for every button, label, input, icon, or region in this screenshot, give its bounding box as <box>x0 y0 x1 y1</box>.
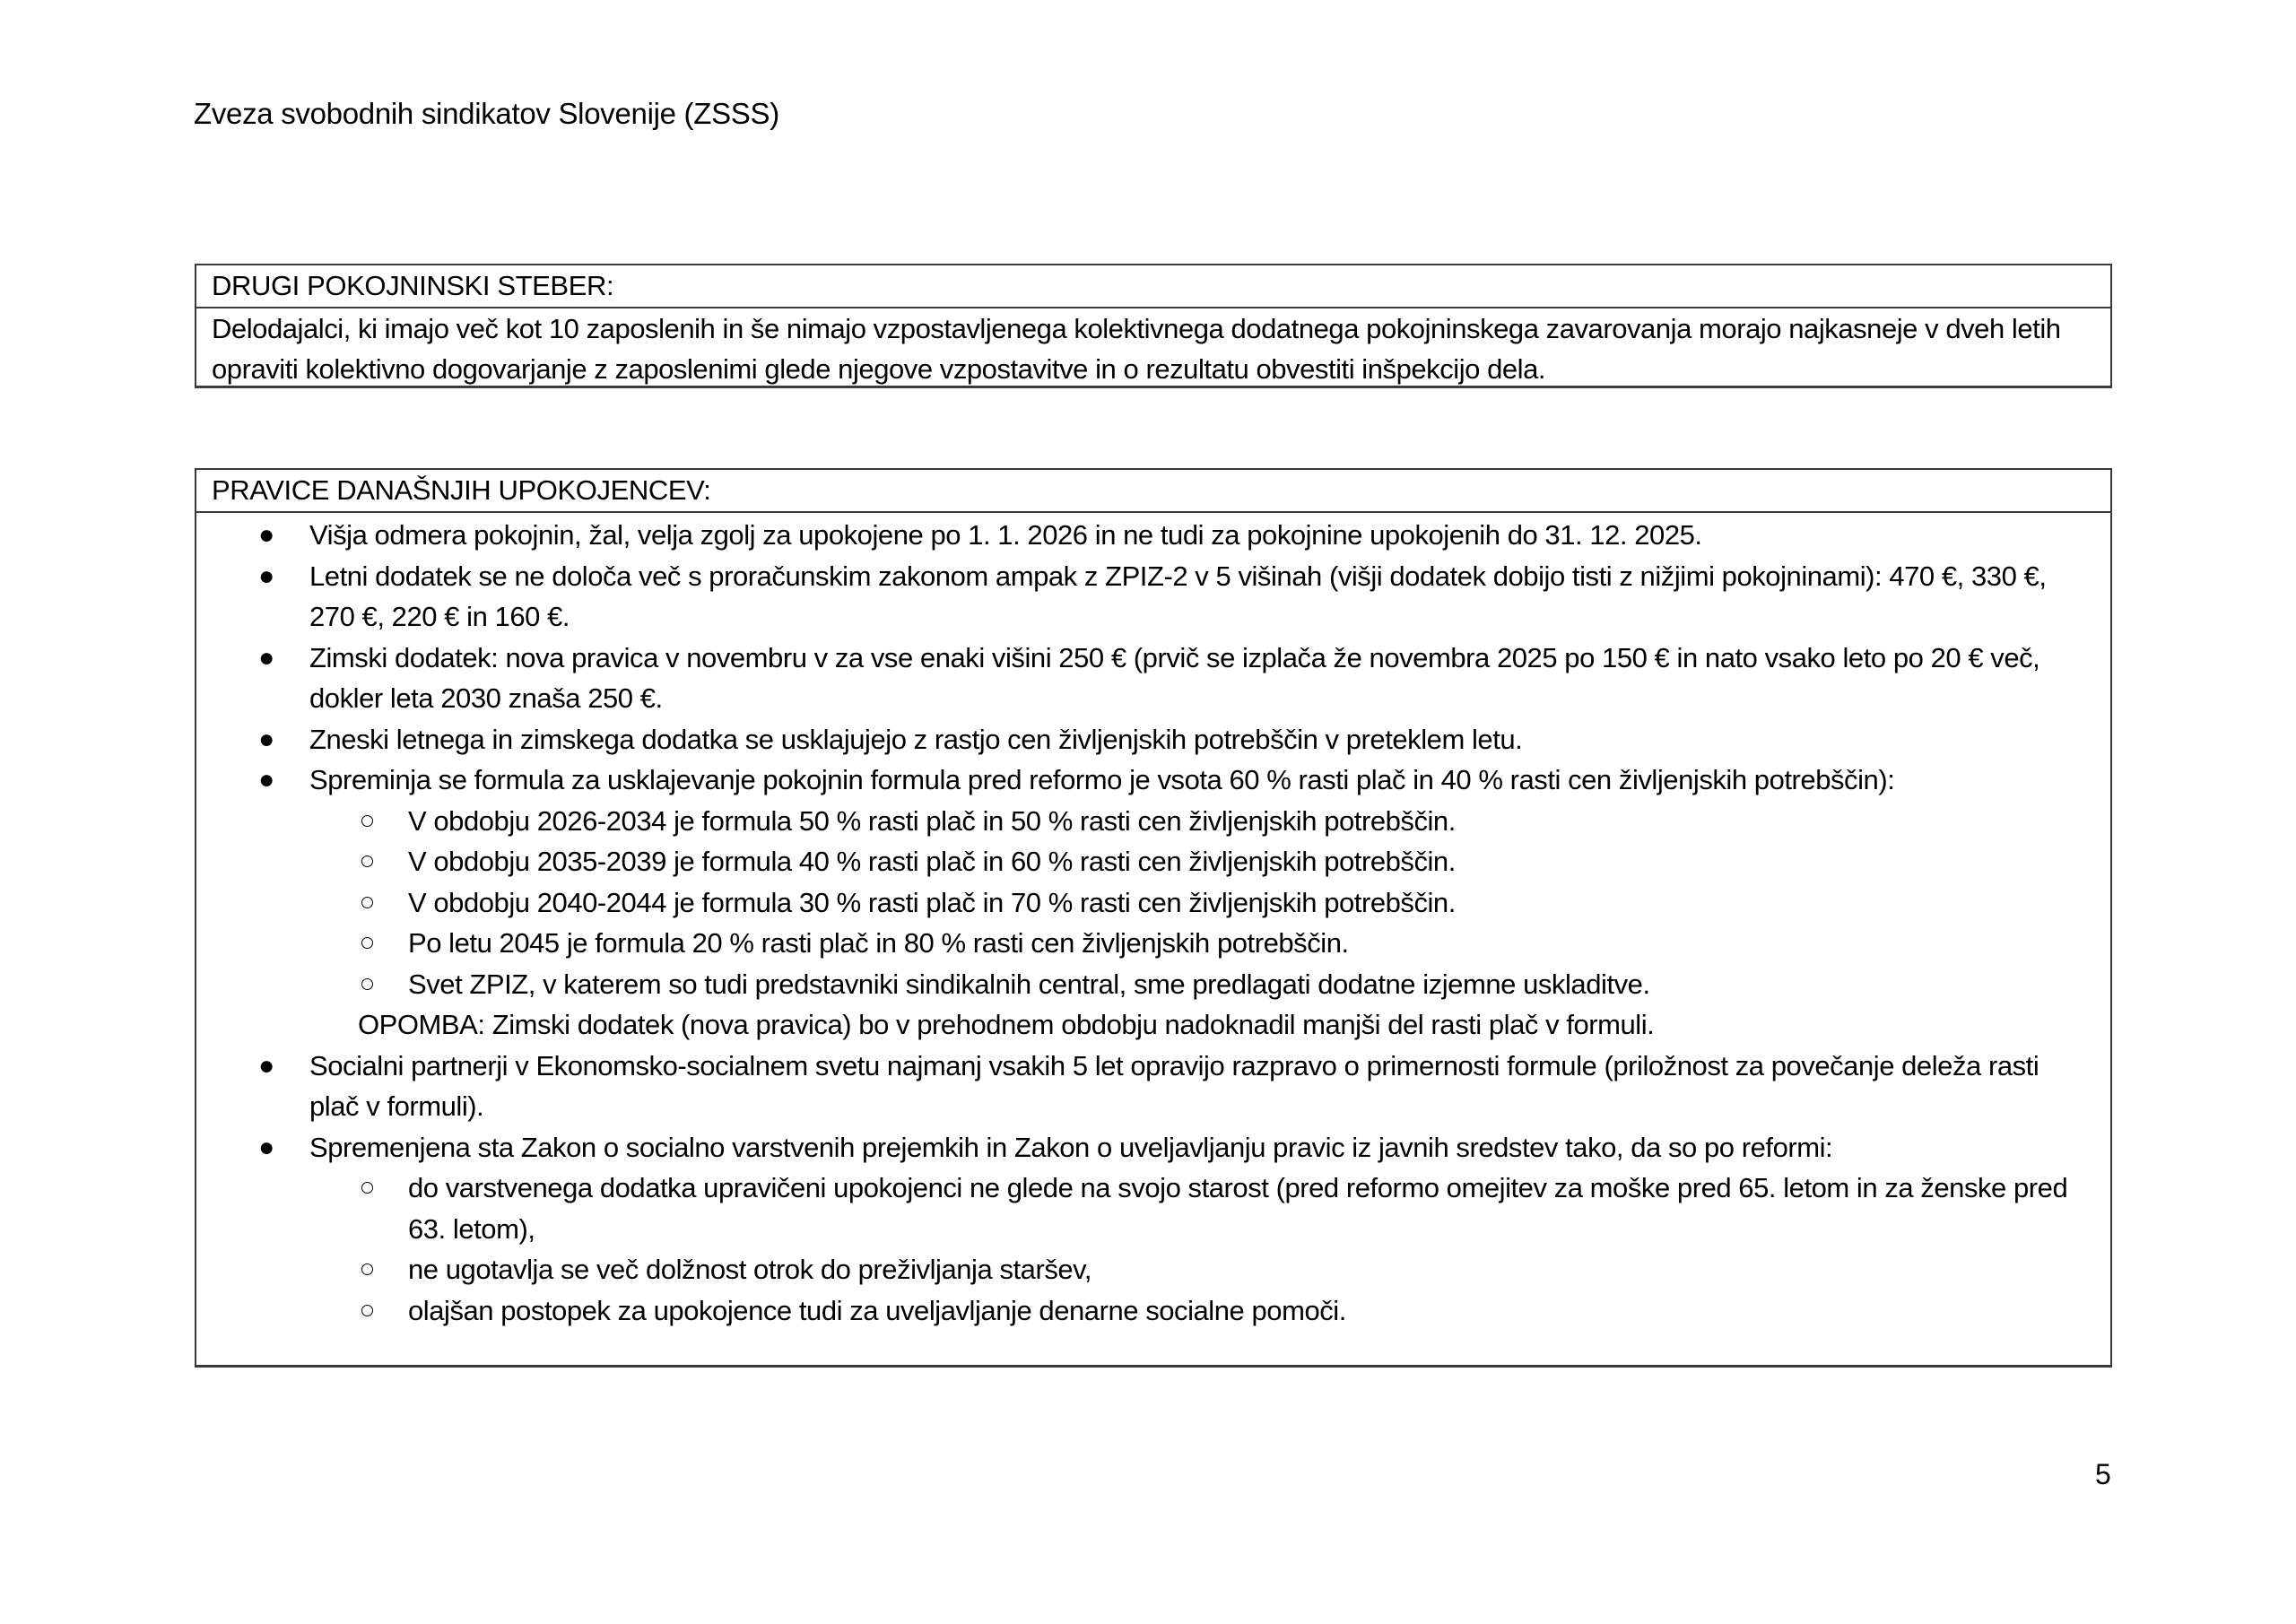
sub-list-item-text: ne ugotavlja se več dolžnost otrok do preživljanja staršev, <box>408 1254 1092 1285</box>
bullet-icon: ● <box>258 520 274 550</box>
list-item-text: Letni dodatek se ne določa več s proračunskim zakonom ampak z ZPIZ-2 v 5 višinah (višji dodatek dobijo tisti z nižjimi pokojninami): 470 €, 330 €, 270 €, 220 € in 160 €. <box>309 560 2047 632</box>
section-body: Delodajalci, ki imajo več kot 10 zaposlenih in še nimajo vzpostavljenega kolektivnega dodatnega pokojninskega zavarovanja morajo najkasneje v dveh letih opraviti kolektivno dogovarjanje z zaposlenimi glede njegove vzpostavitve in o rezultatu obvestiti inšpekcijo dela. <box>212 313 2061 385</box>
sub-list-item <box>196 1168 2110 1249</box>
list-item-text: Zneski letnega in zimskega dodatka se usklajujejo z rastjo cen življenjskih potrebščin v preteklem letu. <box>309 723 1523 755</box>
sub-list-item <box>196 841 2110 882</box>
section-title: DRUGI POKOJNINSKI STEBER: <box>196 265 2110 308</box>
section-current-pensioners-rights <box>195 468 2112 1368</box>
list-item-text: Socialni partnerji v Ekonomsko-socialnem svetu najmanj vsakih 5 let opravijo razpravo o primernosti formule (priložnost za povečanje deleža rasti plač v formuli). <box>309 1049 2039 1122</box>
circle-bullet-icon <box>361 1182 373 1194</box>
bullet-list <box>196 513 2110 1331</box>
list-item <box>196 1046 2110 1127</box>
sub-list-item <box>196 923 2110 964</box>
bullet-icon: ● <box>258 1050 274 1081</box>
circle-bullet-icon <box>361 978 373 990</box>
bullet-icon: ● <box>258 560 274 591</box>
list-item <box>196 719 2110 760</box>
page-number: 5 <box>2095 1458 2111 1490</box>
bullet-icon: ● <box>258 724 274 754</box>
circle-bullet-icon <box>361 855 373 867</box>
list-item <box>196 1127 2110 1168</box>
circle-bullet-icon <box>361 937 373 949</box>
circle-bullet-icon <box>361 1305 373 1316</box>
note-text: OPOMBA: Zimski dodatek (nova pravica) bo v prehodnem obdobju nadoknadil manjši del rasti plač v formuli. <box>358 1009 1655 1040</box>
sub-list-item-text: do varstvenega dodatka upravičeni upokojenci ne glede na svojo starost (pred reformo omejitev za moške pred 65. letom in za ženske pred 63. letom), <box>408 1172 2068 1245</box>
list-item-text: Zimski dodatek: nova pravica v novembru v za vse enaki višini 250 € (prvič se izplača že novembra 2025 po 150 € in nato vsako leto po 20 € več, dokler leta 2030 znaša 250 €. <box>309 641 2040 714</box>
list-item-text: Višja odmera pokojnin, žal, velja zgolj za upokojene po 1. 1. 2026 in ne tudi za pokojnine upokojenih do 31. 12. 2025. <box>309 519 1702 551</box>
page-header-organization: Zveza svobodnih sindikatov Slovenije (ZSSS) <box>194 97 779 130</box>
circle-bullet-icon <box>361 1264 373 1275</box>
list-item <box>196 515 2110 556</box>
sub-list-item-text: V obdobju 2026-2034 je formula 50 % rasti plač in 50 % rasti cen življenjskih potrebščin. <box>408 804 1456 837</box>
section-second-pension-pillar <box>195 264 2112 388</box>
bullet-icon: ● <box>258 765 274 795</box>
sub-list-item-text: V obdobju 2040-2044 je formula 30 % rasti plač in 70 % rasti cen življenjskih potrebščin. <box>408 886 1456 918</box>
circle-bullet-icon <box>361 815 373 827</box>
list-item <box>196 760 2110 801</box>
sub-list-item <box>196 801 2110 842</box>
bullet-icon: ● <box>258 642 274 673</box>
list-item-text: Spremenjena sta Zakon o socialno varstvenih prejemkih in Zakon o uveljavljanju pravic iz javnih sredstev tako, da so po reformi: <box>309 1131 1833 1163</box>
sub-list-item-text: Svet ZPIZ, v katerem so tudi predstavniki sindikalnih central, sme predlagati dodatne izjemne uskladitve. <box>408 968 1650 1000</box>
sub-list-item <box>196 882 2110 924</box>
circle-bullet-icon <box>361 897 373 908</box>
list-item-text: Spreminja se formula za usklajevanje pokojnin formula pred reformo je vsota 60 % rasti plač in 40 % rasti cen življenjskih potrebščin): <box>309 764 1895 795</box>
list-item <box>196 638 2110 719</box>
sub-list-item-text: V obdobju 2035-2039 je formula 40 % rasti plač in 60 % rasti cen življenjskih potrebščin. <box>408 846 1456 877</box>
section-title: PRAVICE DANAŠNJIH UPOKOJENCEV: <box>196 470 2110 513</box>
sub-list-item <box>196 1290 2110 1332</box>
sub-list-item-text: Po letu 2045 je formula 20 % rasti plač in 80 % rasti cen življenjskih potrebščin. <box>408 927 1349 959</box>
sub-list-item <box>196 964 2110 1005</box>
bullet-icon: ● <box>258 1132 274 1162</box>
sub-list-item-text: olajšan postopek za upokojence tudi za uveljavljanje denarne socialne pomoči. <box>408 1294 1346 1326</box>
list-item <box>196 556 2110 638</box>
sub-list-item <box>196 1249 2110 1290</box>
